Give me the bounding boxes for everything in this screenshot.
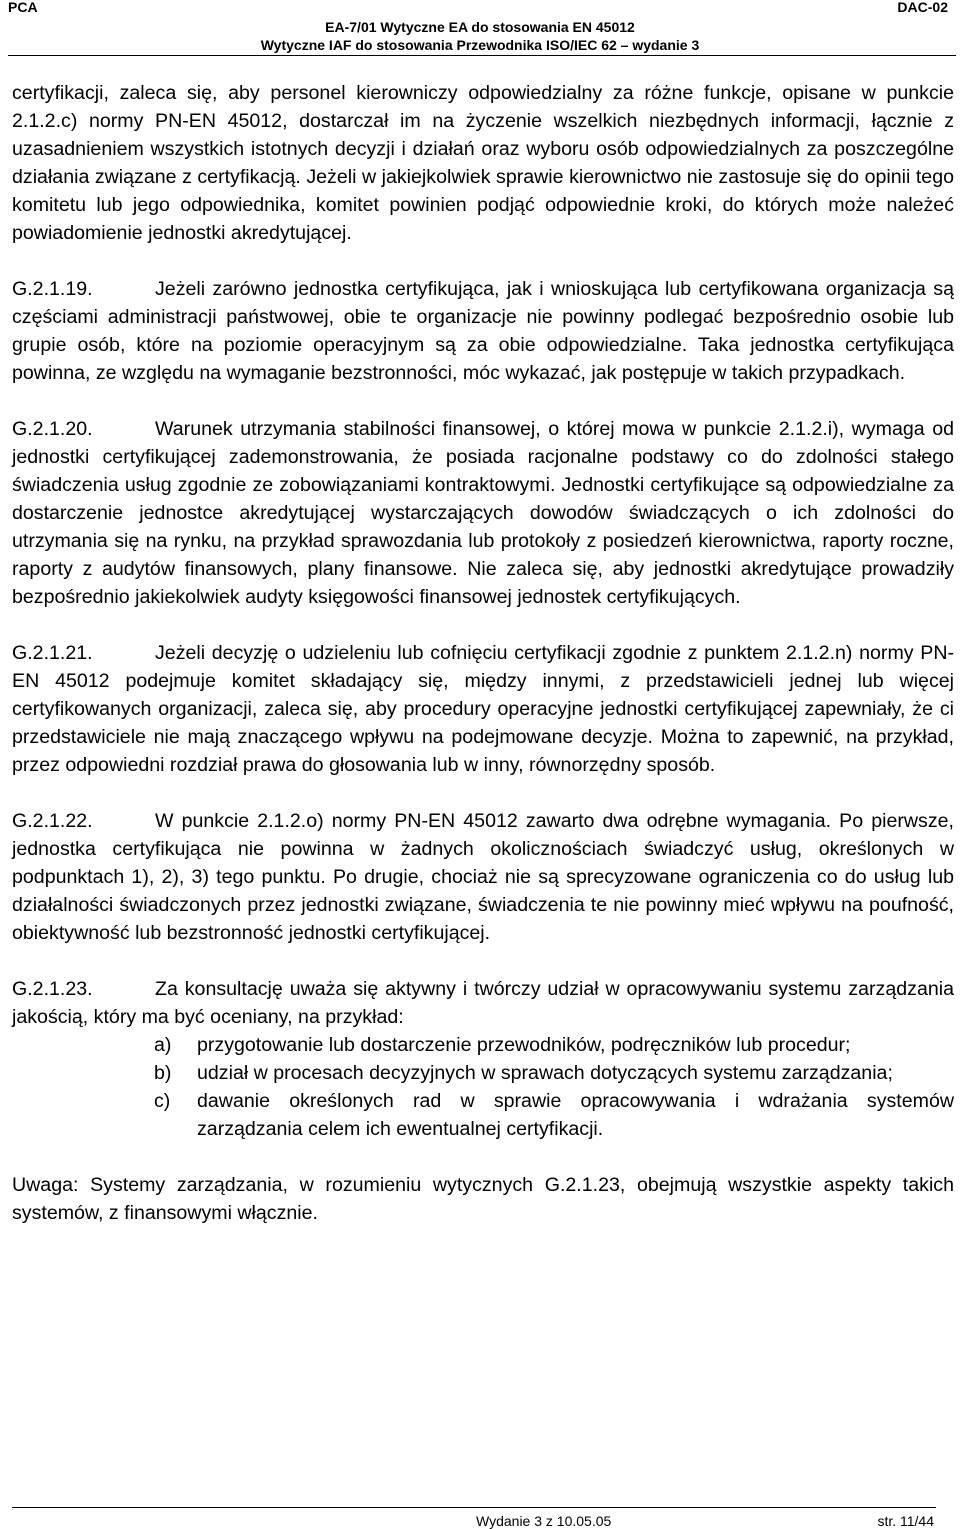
- section-number: G.2.1.23.: [12, 978, 93, 1000]
- section-g-2-1-22: [12, 807, 954, 947]
- header-title-line1: EA-7/01 Wytyczne EA do stosowania EN 45012: [325, 19, 635, 35]
- section-text: Jeżeli decyzję o udzieleniu lub cofnięciu certyfikacji zgodnie z punktem 2.1.2.n) normy PN-EN 45012 podejmuje komitet składający się, między innymi, z przedstawicieli jednej lub więcej certyfikowanych organizacji, zaleca się, aby procedury operacyjne jednostki certyfikującej zapewniały, że ci przedstawiciele nie mają znaczącego wpływu na podejmowane decyzje. Można to zapewnić, na przykład, przez odpowiedni rozdział prawa do głosowania lub w inny, równorzędny sposób.: [12, 642, 954, 776]
- list-item: [12, 1031, 954, 1059]
- list-item: [12, 1087, 954, 1143]
- section-number: G.2.1.20.: [12, 418, 93, 440]
- note-paragraph: Uwaga: Systemy zarządzania, w rozumieniu wytycznych G.2.1.23, obejmują wszystkie aspekty takich systemów, z finansowymi włącznie.: [12, 1174, 954, 1224]
- page-footer: [12, 1505, 936, 1529]
- section-text: W punkcie 2.1.2.o) normy PN-EN 45012 zawarto dwa odrębne wymagania. Po pierwsze, jednostka certyfikująca nie powinna w żadnych okolicznościach świadczyć usług, określonych w podpunktach 1), 2), 3) tego punktu. Po drugie, chociaż nie są sprecyzowane ograniczenia co do usług lub działalności świadczonych przez jednostki związane, świadczenia te nie powinny mieć wpływu na poufność, obiektywność lub bezstronność jednostki certyfikującej.: [12, 810, 954, 944]
- section-g-2-1-20: [12, 415, 954, 611]
- section-number: G.2.1.19.: [12, 278, 93, 300]
- section-number: G.2.1.22.: [12, 810, 93, 832]
- header-rule: [8, 55, 956, 56]
- section-text: Warunek utrzymania stabilności finansowej, o której mowa w punkcie 2.1.2.i), wymaga od jednostki certyfikującej zademonstrowania, że posiada racjonalne podstawy co do zdolności stałego świadczenia usług zgodnie ze zobowiązaniami kontraktowymi. Jednostki certyfikujące są odpowiedzialne za dostarczenie jednostce akredytującej wystarczających dowodów świadczących o ich zdolności do utrzymania się na rynku, na przykład sprawozdania lub protokoły z posiedzeń kierownictwa, raporty roczne, raporty z audytów finansowych, plany finansowe. Nie zaleca się, aby jednostki akredytujące prowadziły bezpośrednio jakiekolwiek audyty księgowości finansowej jednostek certyfikujących.: [12, 418, 954, 608]
- section-g-2-1-21: [12, 639, 954, 779]
- paragraph-intro: certyfikacji, zaleca się, aby personel kierowniczy odpowiedzialny za różne funkcje, opisane w punkcie 2.1.2.c) normy PN-EN 45012, dostarczał im na życzenie wszelkich niezbędnych informacji, łącznie z uzasadnieniem wszystkich istotnych decyzji i działań oraz wyboru osób odpowiedzialnych za poszczególne działania związane z certyfikacją. Jeżeli w jakiejkolwiek sprawie kierownictwo nie zastosuje się do opinii tego komitetu lub jego odpowiednika, komitet powinien podjąć odpowiednie kroki, do których może należeć powiadomienie jednostki akredytującej.: [12, 82, 954, 244]
- header-org: PCA: [8, 0, 38, 15]
- header-doc-code: DAC-02: [897, 0, 948, 15]
- page-header: [0, 0, 960, 58]
- section-g-2-1-19: [12, 275, 954, 387]
- section-g-2-1-23: [12, 975, 954, 1031]
- footer-edition: Wydanie 3 z 10.05.05: [476, 1513, 612, 1529]
- footer-page-number: str. 11/44: [877, 1513, 934, 1529]
- list-marker: a): [154, 1034, 172, 1056]
- document-body: [12, 79, 954, 1227]
- footer-rule: [12, 1507, 936, 1508]
- list-marker: b): [154, 1062, 172, 1084]
- list-item: [12, 1059, 954, 1087]
- list-item-text: przygotowanie lub dostarczenie przewodników, podręczników lub procedur;: [197, 1034, 851, 1056]
- consultation-list: [12, 1031, 954, 1143]
- list-item-text: udział w procesach decyzyjnych w sprawach dotyczących systemu zarządzania;: [197, 1062, 893, 1084]
- section-text: Jeżeli zarówno jednostka certyfikująca, jak i wnioskująca lub certyfikowana organizacja są częściami administracji państwowej, obie te organizacje nie powinny podlegać bezpośrednio osobie lub grupie osób, które na poziomie operacyjnym są za obie odpowiedzialne. Taka jednostka certyfikująca powinna, ze względu na wymaganie bezstronności, móc wykazać, jak postępuje w takich przypadkach.: [12, 278, 954, 384]
- section-number: G.2.1.21.: [12, 642, 93, 664]
- list-marker: c): [154, 1090, 171, 1112]
- list-item-text: dawanie określonych rad w sprawie opracowywania i wdrażania systemów zarządzania celem ich ewentualnej certyfikacji.: [197, 1090, 954, 1140]
- header-title-line2: Wytyczne IAF do stosowania Przewodnika ISO/IEC 62 – wydanie 3: [260, 37, 700, 53]
- section-text: Za konsultację uważa się aktywny i twórczy udział w opracowywaniu systemu zarządzania jakością, który ma być oceniany, na przykład:: [12, 978, 954, 1028]
